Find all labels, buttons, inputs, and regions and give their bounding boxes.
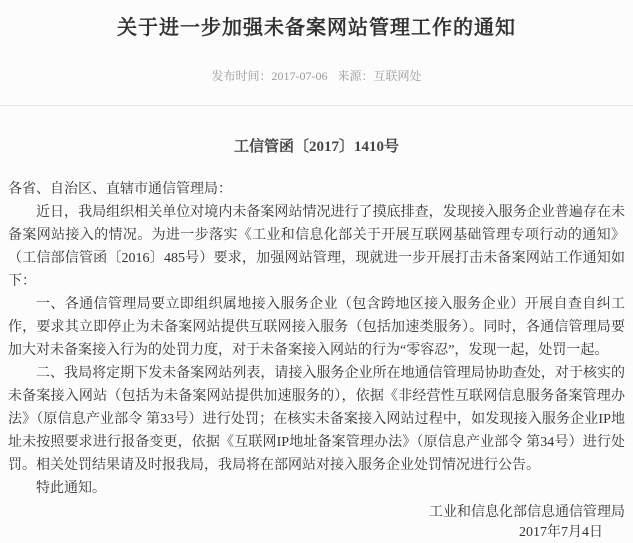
header-divider — [0, 105, 633, 106]
publish-time-value: 2017-07-06 — [271, 69, 328, 83]
notice-body — [0, 178, 633, 500]
source-label: 来源： — [337, 69, 374, 83]
body-paragraph: 二、我局将定期下发未备案网站列表，请接入服务企业所在地通信管理局协助查处，对于核实的未备案接入网站（包括为未备案网站提供加速服务的），依据《非经营性互联网信息服务备案管理办法》（原信息产业部令 第33号）进行处罚；在核实未备案接入网站过程中，如发现接入服务企业IP地址未按照要求进行报备变更，依据《互联网IP地址备案管理办法》（原信息产业部令 第34号）进行处罚。相关处罚结果请及时报我局，我局将在部网站对接入服务企业处罚情况进行公告。 — [8, 366, 625, 473]
article-meta — [0, 68, 633, 84]
signature-org: 工业和信息化部信息通信管理局 — [429, 505, 625, 520]
document-number: 工信管函〔2017〕1410号 — [233, 139, 399, 155]
body-paragraph: 一、各通信管理局要立即组织属地接入服务企业（包含跨地区接入服务企业）开展自查自纠工作，要求其立即停止为未备案网站提供互联网接入服务（包括加速类服务）。同时，各通信管理局要加大对未备案接入行为的处罚力度，对于未备案接入网站的行为“零容忍”，发现一起，处罚一起。 — [8, 297, 625, 358]
salutation: 各省、自治区、直辖市通信管理局： — [8, 182, 232, 197]
closing-note: 特此通知。 — [36, 481, 106, 496]
page-title: 关于进一步加强未备案网站管理工作的通知 — [117, 17, 516, 39]
body-paragraph: 近日，我局组织相关单位对境内未备案网站情况进行了摸底排查，发现接入服务企业普遍存在未备案网站接入的情况。为进一步落实《工业和信息化部关于开展互联网基础管理专项行动的通知》（工信部信管函〔2016〕485号）要求，加强网站管理，现就进一步开展打击未备案网站工作通知如下： — [8, 205, 625, 289]
signature-date: 2017年7月4日 — [519, 525, 603, 540]
publish-time-label: 发布时间： — [211, 69, 272, 83]
source-value: 互联网处 — [373, 69, 422, 83]
signature-block — [0, 503, 633, 543]
